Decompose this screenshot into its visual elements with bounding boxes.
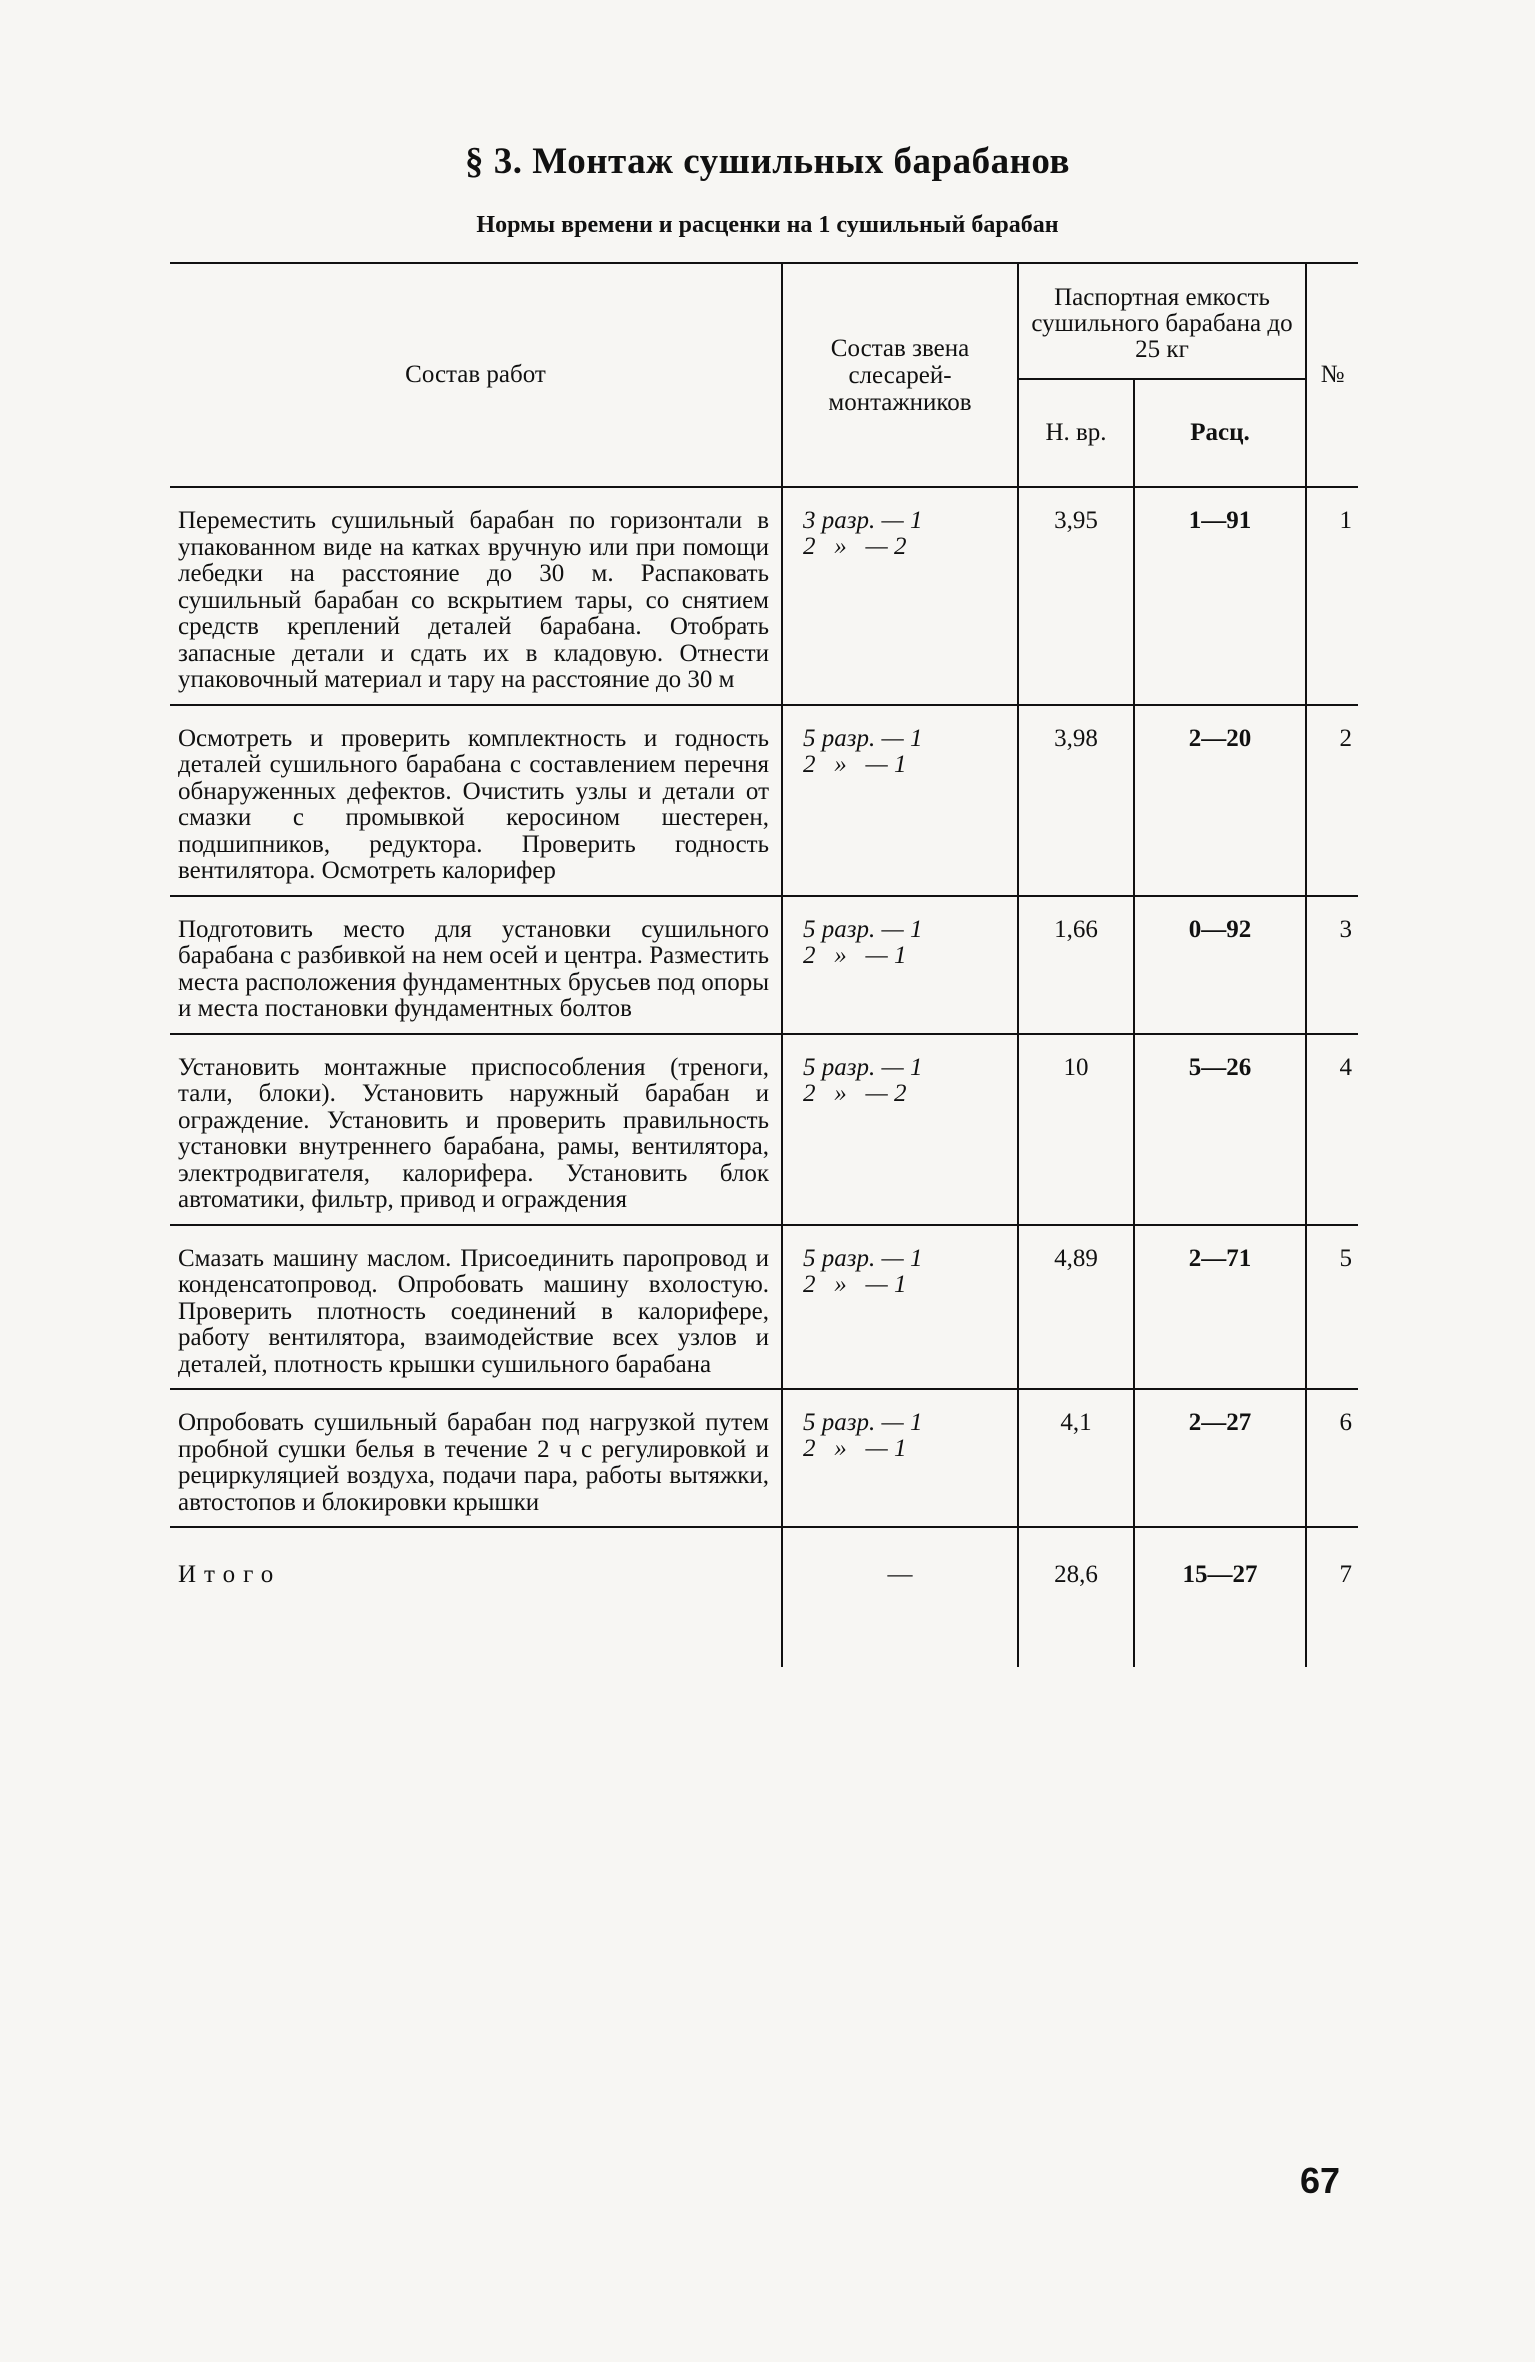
header-rate: Расц. — [1134, 379, 1306, 487]
header-crew: Состав звена слесарей-монтажников — [782, 263, 1018, 487]
crew-composition: 5 разр. — 1 2 » — 1 — [782, 1389, 1018, 1527]
rate: 2—20 — [1134, 705, 1306, 896]
norms-table — [170, 262, 1358, 1667]
table-row — [170, 1225, 1358, 1390]
rate: 1—91 — [1134, 487, 1306, 705]
rate: 2—27 — [1134, 1389, 1306, 1527]
crew-composition: 5 разр. — 1 2 » — 1 — [782, 705, 1018, 896]
rate: 0—92 — [1134, 896, 1306, 1034]
row-number: 6 — [1339, 1409, 1353, 1436]
row-number: 2 — [1306, 705, 1358, 896]
table-subtitle: Нормы времени и расценки на 1 сушильный барабан — [476, 212, 1059, 238]
norm-time: 10 — [1018, 1034, 1134, 1225]
norm-time: 4,1 — [1018, 1389, 1134, 1527]
work-description: Переместить сушильный барабан по горизонтали в упакованном виде на катках вручную или при помощи лебедки на расстояние до 30 м. Распаковать сушильный барабан со вскрытием тары, со снятием средств креплений деталей барабана. Отобрать запасные детали и сдать их в кладовую. Отнести упаковочный материал и тару на расстояние до 30 м — [170, 487, 782, 705]
header-norm-time: Н. вр. — [1018, 379, 1134, 487]
rate: 5—26 — [1134, 1034, 1306, 1225]
work-description: Подготовить место для установки сушильного барабана с разбивкой на нем осей и центра. Разместить места расположения фундаментных брусьев под опоры и места постановки фундаментных болтов — [170, 896, 782, 1034]
table-row — [170, 487, 1358, 705]
header-work: Состав работ — [170, 263, 782, 487]
total-norm-time: 28,6 — [1018, 1527, 1134, 1667]
work-description: Осмотреть и проверить комплектность и годность деталей сушильного барабана с составлением перечня обнаруженных дефектов. Очистить узлы и детали от смазки с промывкой керосином шестерен, подшипников, редуктора. Проверить годность вентилятора. Осмотреть калорифер — [170, 705, 782, 896]
row-number: 5 — [1306, 1225, 1358, 1390]
section-title: § 3. Монтаж сушильных барабанов — [465, 141, 1070, 182]
crew-composition: 5 разр. — 1 2 » — 1 — [782, 1225, 1018, 1390]
row-number: 1 — [1306, 487, 1358, 705]
norm-time: 3,98 — [1018, 705, 1134, 896]
norm-time: 4,89 — [1018, 1225, 1134, 1390]
total-crew: — — [782, 1527, 1018, 1667]
crew-composition: 5 разр. — 1 2 » — 1 — [782, 896, 1018, 1034]
row-number: 3 — [1306, 896, 1358, 1034]
rate: 2—71 — [1134, 1225, 1306, 1390]
table-row — [170, 1034, 1358, 1225]
total-row — [170, 1527, 1358, 1667]
header-number: № — [1306, 263, 1358, 487]
crew-composition: 3 разр. — 1 2 » — 2 — [782, 487, 1018, 705]
work-description: Установить монтажные приспособления (треноги, тали, блоки). Установить наружный барабан и ограждение. Установить и проверить правильность установки внутреннего барабана, рамы, вентилятора, электродвигателя, калорифера. Установить блок автоматики, фильтр, привод и ограждения — [170, 1034, 782, 1225]
page-number: 67 — [1300, 2160, 1341, 2201]
norm-time: 3,95 — [1018, 487, 1134, 705]
table-row — [170, 1389, 1358, 1527]
norm-time: 1,66 — [1018, 896, 1134, 1034]
crew-composition: 5 разр. — 1 2 » — 2 — [782, 1034, 1018, 1225]
work-description: Смазать машину маслом. Присоединить паропровод и конденсатопровод. Опробовать машину вхолостую. Проверить плотность соединений в калорифере, работу вентилятора, взаимодействие всех узлов и деталей, плотность крышки сушильного барабана — [170, 1225, 782, 1390]
total-row-number: 7 — [1306, 1527, 1358, 1667]
row-number: 4 — [1306, 1034, 1358, 1225]
table-row — [170, 705, 1358, 896]
total-rate: 15—27 — [1134, 1527, 1306, 1667]
work-description: Опробовать сушильный барабан под нагрузкой путем пробной сушки белья в течение 2 ч с регулировкой и рециркуляцией воздуха, подачи пара, работы вытяжки, автостопов и блокировки крышки — [170, 1389, 782, 1527]
table-row — [170, 896, 1358, 1034]
header-capacity: Паспортная емкость сушильного барабана до 25 кг — [1018, 263, 1306, 379]
total-label: Итого — [170, 1527, 782, 1667]
